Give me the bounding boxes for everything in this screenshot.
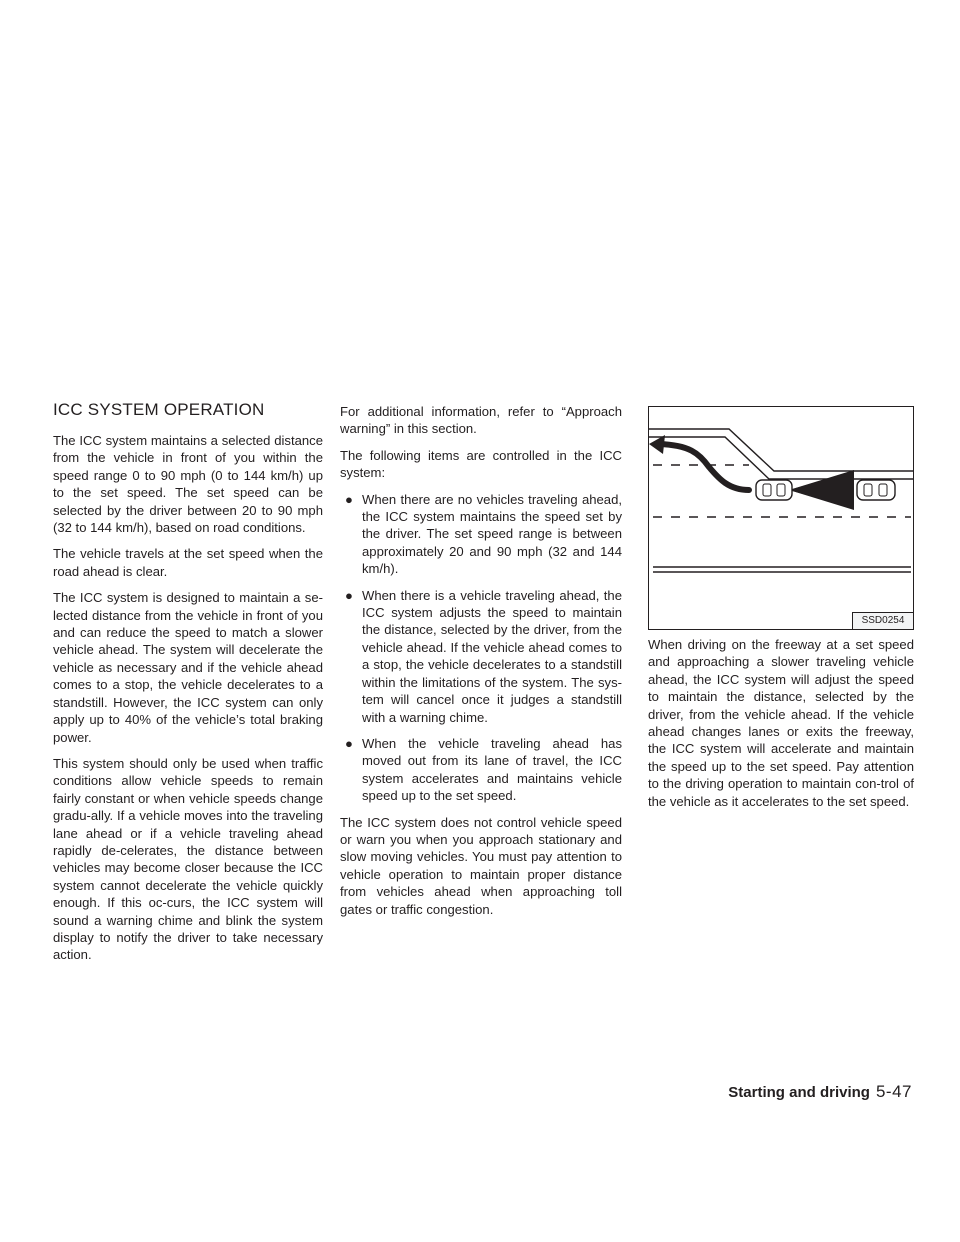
list-item-text: When there are no vehicles traveling ahead, the ICC system maintains the speed set by the driver. The set speed range is between approximately 20 and 90 mph (32 and 144 km/h).: [362, 491, 622, 577]
road-edge-line-inner: [649, 437, 913, 479]
paragraph: For additional information, refer to “Approach warning” in this section.: [340, 404, 622, 437]
bullet-icon: ●: [345, 587, 353, 603]
bullet-icon: ●: [345, 491, 353, 507]
page-footer: [728, 1082, 912, 1102]
icc-lane-change-figure: [648, 406, 914, 630]
paragraph: The ICC system maintains a selected distance from the vehicle in front of you within the speed range 0 to 90 mph (0 to 144 km/h) up to the set speed. The set speed can be selected by the driver between 20 to 90 mph (32 to 144 km/h), based on road conditions.: [53, 433, 323, 536]
arrow-head-icon: [649, 435, 665, 454]
list-item-text: When there is a vehicle traveling ahead, the ICC system adjusts the speed to maintain the distance, selected by the driver, from the vehicle ahead. If the vehicle ahead comes to a stop, the vehicle decelerates to a standstill within the limitations of the system. The sys-tem will cancel once it judges a standstill with a warning chime.: [362, 587, 622, 725]
list-item-text: When the vehicle traveling ahead has moved out from its lane of travel, the ICC system accelerates and maintains vehicle speed up to the set speed.: [362, 735, 622, 804]
list-item: [340, 587, 622, 726]
bullet-list: [340, 491, 622, 805]
figure-code: SSD0254: [852, 612, 913, 629]
list-item: [340, 491, 622, 578]
section-title: ICC SYSTEM OPERATION: [53, 400, 265, 419]
road-illustration: [649, 407, 913, 629]
column-2: [340, 403, 622, 927]
bullet-icon: ●: [345, 735, 353, 751]
paragraph: This system should only be used when traffic conditions allow vehicle speeds to remain fairly constant or when vehicle speeds change gradu-ally. If a vehicle moves into the traveling lane ahead or if a vehicle traveling ahead rapidly de-celerates, the distance between vehicles may become closer because the ICC system cannot decelerate the vehicle quickly enough. If this oc-curs, the ICC system will sound a warning chime and blink the system display to notify the driver to take necessary action.: [53, 755, 323, 963]
paragraph: When driving on the freeway at a set speed and approaching a slower traveling vehicle ahead, the ICC system will adjust the speed to maintain the distance, selected by the driver, from the vehicle ahead. If the vehicle ahead changes lanes or exits the freeway, the ICC system will accelerate and maintain the speed up to the set speed. Pay attention to the driving operation to maintain con-trol of the vehicle as it accelerates to the set speed.: [648, 637, 914, 809]
vehicle-rear-icon: [756, 480, 792, 500]
paragraph: The following items are controlled in the ICC system:: [340, 447, 622, 481]
paragraph: The ICC system does not control vehicle speed or warn you when you approach stationary and slow moving vehicles. You must pay attention to vehicle operation to maintain proper distance from vehicles ahead when approaching toll gates or traffic congestion.: [340, 814, 622, 917]
paragraph: The vehicle travels at the set speed when the road ahead is clear.: [53, 546, 323, 579]
list-item: [340, 735, 622, 805]
paragraph: The ICC system is designed to maintain a se-lected distance from the vehicle in front of you and can reduce the speed to match a slower vehicle ahead. The system will decelerate the vehicle as necessary and if the vehicle ahead comes to a stop, the vehicle decelerates to a standstill. However, the ICC system can only apply up to 40% of the vehicle’s total braking power.: [53, 590, 323, 745]
vehicle-ahead-icon: [857, 480, 895, 500]
footer-section-title: Starting and driving: [728, 1084, 870, 1101]
lane-change-path: [659, 444, 749, 490]
page-number: 5-47: [875, 1082, 912, 1101]
column-3: [648, 406, 914, 819]
column-1: [53, 400, 323, 973]
